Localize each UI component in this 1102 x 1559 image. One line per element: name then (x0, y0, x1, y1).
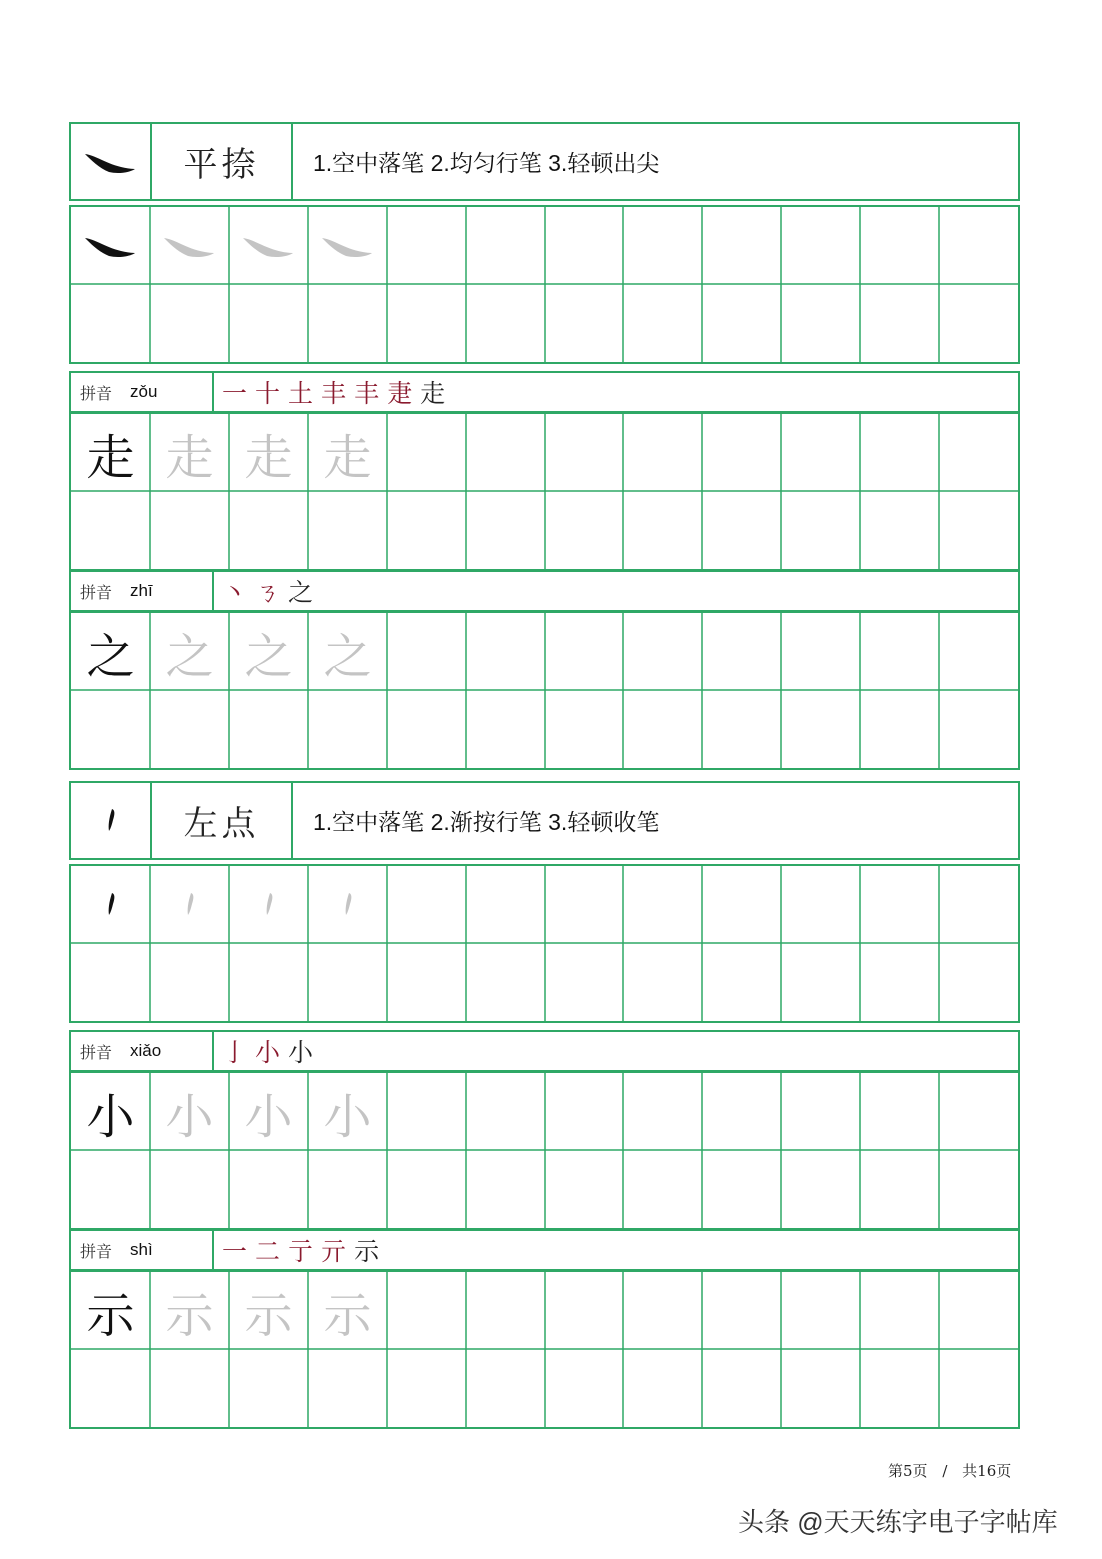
trace-character: 之 (165, 628, 214, 685)
stroke-order-step: 一 (222, 379, 248, 408)
stroke-glyph-cell (71, 783, 152, 858)
stroke-order (214, 573, 313, 609)
stroke-order-step: 小 (288, 1038, 314, 1067)
page-total: 共16页 (962, 1462, 1012, 1480)
pinyin-label: 拼音 (80, 383, 113, 403)
model-character: 示 (86, 1287, 135, 1344)
trace-stroke (308, 866, 387, 944)
stroke-order-step: 亍 (288, 1237, 314, 1266)
pinyin-label: 拼音 (80, 582, 113, 602)
watermark: 头条 @天天练字电子字帖库 (738, 1507, 1058, 1537)
pingna-stroke-icon (81, 142, 141, 182)
zuodian-stroke-icon (101, 806, 121, 836)
trace-stroke (150, 207, 229, 285)
trace-stroke (229, 866, 308, 944)
trace-character: 之 (244, 628, 293, 685)
stroke-order-step: 丰 (321, 379, 347, 408)
page-number: 第5页 (888, 1462, 928, 1480)
stroke-order-step: 丰 (354, 379, 380, 408)
stroke-name: 平捺 (152, 124, 293, 199)
trace-character: 小 (323, 1088, 372, 1145)
model-character: 走 (86, 429, 135, 486)
pinyin-row-xiao (69, 1030, 1020, 1072)
model-character: 小 (86, 1088, 135, 1145)
practice-grid-zhi (69, 611, 1020, 770)
trace-stroke (150, 866, 229, 944)
stroke-order-step: 走 (420, 379, 446, 408)
stroke-order-step: 亅 (222, 1038, 248, 1067)
stroke-order (214, 1232, 379, 1268)
practice-grid-stroke-2 (69, 864, 1020, 1023)
pinyin-row-shi (69, 1229, 1020, 1271)
trace-character: 走 (165, 429, 214, 486)
model-stroke (71, 866, 150, 944)
stroke-order-step: 小 (255, 1038, 281, 1067)
pinyin-label: 拼音 (80, 1042, 113, 1062)
page-footer (888, 1460, 1011, 1481)
stroke-order-step: 示 (354, 1237, 380, 1266)
trace-character: 小 (165, 1088, 214, 1145)
pinyin-label: 拼音 (80, 1241, 113, 1261)
stroke-header-2 (69, 781, 1020, 860)
practice-grid-xiao (69, 1071, 1020, 1230)
pinyin-text: xiǎo (130, 1041, 162, 1060)
page-separator: / (942, 1462, 948, 1480)
trace-character: 走 (244, 429, 293, 486)
trace-character: 小 (244, 1088, 293, 1145)
stroke-name: 左点 (152, 783, 293, 858)
model-stroke (71, 207, 150, 285)
stroke-order-step: 丶 (222, 578, 248, 607)
trace-character: 示 (323, 1287, 372, 1344)
stroke-order (214, 374, 445, 410)
stroke-tips: 1.空中落笔 2.渐按行笔 3.轻顿收笔 (313, 809, 660, 835)
trace-character: 示 (165, 1287, 214, 1344)
pinyin-text: zǒu (130, 382, 158, 401)
practice-grid-shi (69, 1270, 1020, 1429)
stroke-order (214, 1033, 313, 1069)
pinyin-row-zhi (69, 570, 1020, 612)
stroke-order-step: 亓 (321, 1237, 347, 1266)
stroke-glyph-cell (71, 124, 152, 199)
stroke-order-step: 一 (222, 1237, 248, 1266)
stroke-order-step: 土 (288, 379, 314, 408)
stroke-header-1 (69, 122, 1020, 201)
stroke-order-step: 疌 (387, 379, 413, 408)
stroke-order-step: 二 (255, 1237, 281, 1266)
trace-stroke (229, 207, 308, 285)
pinyin-text: shì (130, 1240, 153, 1259)
pinyin-text: zhī (130, 581, 153, 600)
trace-character: 示 (244, 1287, 293, 1344)
trace-character: 之 (323, 628, 372, 685)
practice-grid-zou (69, 412, 1020, 571)
stroke-tips: 1.空中落笔 2.均匀行笔 3.轻顿出尖 (313, 150, 660, 176)
pinyin-row-zou (69, 371, 1020, 413)
model-character: 之 (86, 628, 135, 685)
trace-stroke (308, 207, 387, 285)
stroke-order-step: 十 (255, 379, 281, 408)
stroke-order-step: 之 (288, 578, 314, 607)
practice-grid-stroke-1 (69, 205, 1020, 364)
stroke-order-step: ㄋ (255, 578, 281, 607)
trace-character: 走 (323, 429, 372, 486)
